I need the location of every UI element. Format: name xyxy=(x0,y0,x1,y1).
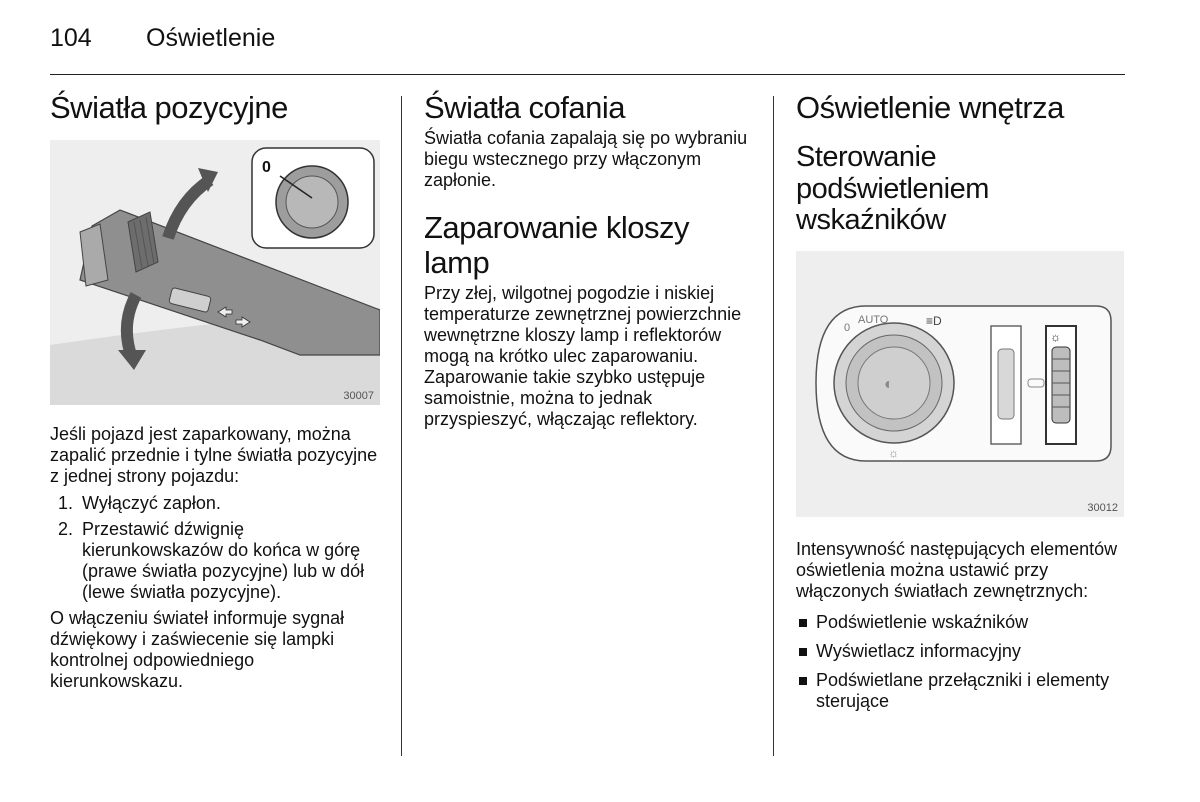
list-item: Podświetlane przełączniki i elementy sterujące xyxy=(796,670,1126,712)
light-knob-center xyxy=(858,347,930,419)
column-reverse-lights xyxy=(424,90,758,430)
page-header xyxy=(50,24,275,53)
column-interior-lighting xyxy=(796,90,1126,720)
thumbwheel-right xyxy=(1052,347,1070,423)
light-switch-panel-illustration xyxy=(796,251,1124,517)
svg-text:◐: ◐ xyxy=(884,376,894,394)
reverse-lights-text: Światła cofania zapalają się po wybraniu biegu wstecznego przy włączonym zapłonie. xyxy=(424,127,748,190)
arrow-up-icon xyxy=(168,180,210,238)
column-divider-1 xyxy=(401,96,402,756)
figure-turn-signal-stalk xyxy=(50,140,380,405)
thumbwheel-left xyxy=(998,349,1014,419)
bullet-icon xyxy=(799,619,807,627)
subheading-instrument-illumination: Sterowanie podświetleniem wskaźników xyxy=(796,140,989,237)
inset-dial-zero-label: 0 xyxy=(262,158,271,176)
bullet-icon xyxy=(799,677,807,685)
heading-reverse-lights: Światła cofania xyxy=(424,90,626,125)
arrow-down-icon xyxy=(127,295,136,358)
svg-text:☼: ☼ xyxy=(1050,330,1061,345)
heading-lamp-fogging: Zaparowanie kloszy lamp xyxy=(424,209,689,281)
parking-lights-intro: Jeśli pojazd jest zaparkowany, można zapalić przednie i tylne światła pozycyjne z jednej strony pojazdu: xyxy=(50,423,378,486)
parking-lights-steps xyxy=(50,493,382,603)
adjustable-elements-list xyxy=(796,612,1126,712)
header-divider xyxy=(50,74,1125,75)
knob-auto-label: AUTO xyxy=(858,314,889,327)
parking-lights-outro: O włączeniu świateł informuje sygnał dźwiękowy i zaświecenie się lampki kontrolnej odpowiedniego kierunkowskazu. xyxy=(50,607,345,691)
page-number: 104 xyxy=(50,24,92,52)
knob-zero-label: 0 xyxy=(844,322,851,335)
turn-signal-stalk-illustration xyxy=(50,140,380,405)
heading-parking-lights: Światła pozycyjne xyxy=(50,90,288,125)
heading-interior-lighting: Oświetlenie wnętrza xyxy=(796,90,1064,125)
svg-text:≡D: ≡D xyxy=(926,314,942,329)
page-section-title: Oświetlenie xyxy=(146,24,276,52)
list-item: Podświetlenie wskaźników xyxy=(796,612,1126,633)
step-item: 1. Wyłączyć zapłon. xyxy=(58,492,221,513)
figure-light-switch-panel xyxy=(796,251,1124,517)
bullet-icon xyxy=(799,648,807,656)
lamp-fogging-text: Przy złej, wilgotnej pogodzie i niskiej temperaturze zewnętrznej powierzchnie wewnętrzne kloszy lamp i reflektorów mogą na krótko ulec zaparowaniu. Zaparowanie takie szybko ustępuje samoistnie, można to jednak przyspieszyć, włączając reflektory. xyxy=(424,282,742,429)
svg-text:☼: ☼ xyxy=(888,446,899,461)
list-item: Wyświetlacz informacyjny xyxy=(796,641,1126,662)
step-item: 2. Przestawić dźwignię kierunkowskazów do końca w górę (prawe światła pozycyjne) lub w dół (lewe światła pozycyjne). xyxy=(58,518,365,602)
figure-code: 30012 xyxy=(1087,502,1118,515)
column-divider-2 xyxy=(773,96,774,756)
interior-lighting-intro: Intensywność następujących elementów oświetlenia można ustawić przy włączonych światłach zewnętrznych: xyxy=(796,539,1118,602)
figure-code: 30007 xyxy=(343,389,374,402)
column-parking-lights xyxy=(50,90,382,692)
